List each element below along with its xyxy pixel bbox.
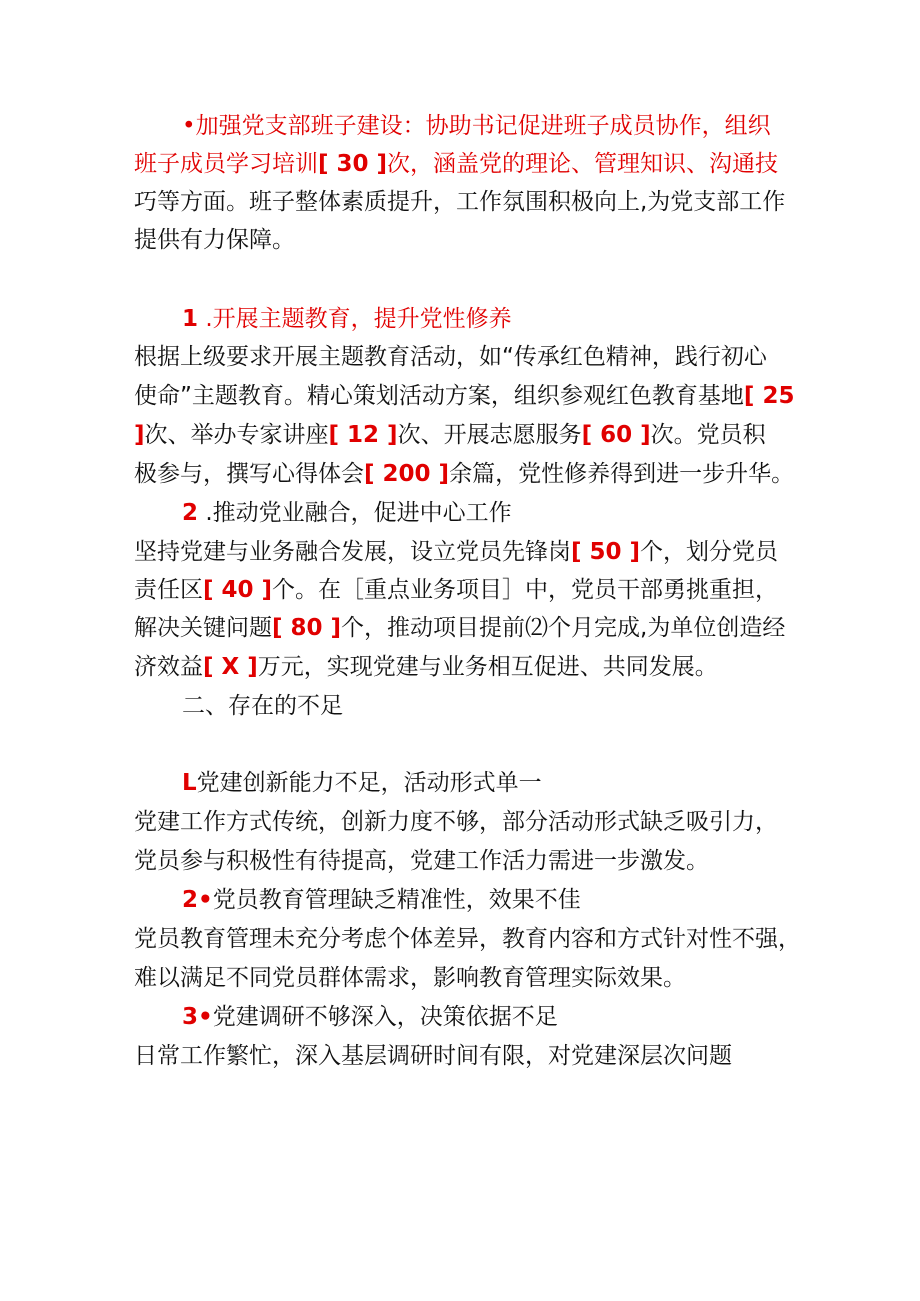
paragraph-line bbox=[182, 107, 862, 145]
paragraph-line bbox=[134, 221, 814, 259]
number-value: [ 50 ] bbox=[571, 539, 641, 565]
heading-number: 1 bbox=[182, 306, 199, 332]
line-text: 个，划分党员 bbox=[640, 539, 779, 565]
heading-text: 党建调研不够深入，决策依据不足 bbox=[212, 1004, 558, 1030]
line-text: 党员参与积极性有待提高，党建工作活力需进一步激发。 bbox=[134, 848, 709, 874]
line-text: 济效益 bbox=[134, 654, 203, 680]
line-text: 次，涵盖党的理论、管理知识、沟通技 bbox=[387, 151, 779, 177]
section-heading bbox=[182, 764, 862, 802]
line-text: 万元，实现党建与业务相互促进、共同发展。 bbox=[257, 654, 718, 680]
section-title-text: 二、存在的不足 bbox=[182, 693, 343, 719]
paragraph-line bbox=[134, 533, 814, 571]
heading-text: .推动党业融合，促进中心工作 bbox=[198, 500, 512, 526]
number-value: [ 40 ] bbox=[203, 577, 273, 603]
paragraph-line bbox=[134, 920, 814, 958]
paragraph-line bbox=[134, 183, 814, 221]
section-heading bbox=[182, 300, 862, 338]
line-text: 难以满足不同党员群体需求，影响教育管理实际效果。 bbox=[134, 965, 686, 991]
heading-number: 3• bbox=[182, 1004, 213, 1030]
heading-text: 党员教育管理缺乏精准性，效果不佳 bbox=[212, 887, 581, 913]
line-text: 班子成员学习培训 bbox=[134, 151, 318, 177]
line-text: 提供有力保障。 bbox=[134, 227, 295, 253]
line-text: 党员教育管理未充分考虑个体差异，教育内容和方式针对性不强， bbox=[134, 926, 801, 952]
paragraph-line bbox=[134, 377, 814, 415]
paragraph-line bbox=[134, 416, 814, 454]
heading-text: 党建创新能力不足，活动形式单一 bbox=[196, 770, 542, 796]
paragraph-line bbox=[134, 455, 814, 493]
line-text: 极参与，撰写心得体会 bbox=[134, 461, 364, 487]
number-value: [ 25 bbox=[743, 383, 795, 409]
number-value: [ 200 ] bbox=[364, 461, 450, 487]
line-text: 坚持党建与业务融合发展，设立党员先锋岗 bbox=[134, 539, 571, 565]
line-text: 日常工作繁忙，深入基层调研时间有限，对党建深层次问题 bbox=[134, 1043, 732, 1069]
paragraph-line bbox=[134, 803, 814, 841]
line-text: 个。在［重点业务项目］中，党员干部勇挑重担， bbox=[272, 577, 779, 603]
heading-number: 2• bbox=[182, 887, 213, 913]
heading-number: L bbox=[182, 770, 197, 796]
section-heading bbox=[182, 881, 862, 919]
line-text: 巧等方面。班子整体素质提升，工作氛围积极向上,为党支部工作 bbox=[134, 189, 786, 215]
line-text: •加强党支部班子建设：协助书记促进班子成员协作，组织 bbox=[182, 113, 771, 139]
line-text: 使命”主题教育。精心策划活动方案，组织参观红色教育基地 bbox=[134, 383, 744, 409]
heading-text: .开展主题教育，提升党性修养 bbox=[198, 306, 512, 332]
number-value: [ 60 ] bbox=[581, 422, 651, 448]
number-value: [ 12 ] bbox=[328, 422, 398, 448]
section-heading bbox=[182, 494, 862, 532]
section-title bbox=[182, 687, 862, 725]
line-text: 次、举办专家讲座 bbox=[144, 422, 329, 448]
line-text: 次、开展志愿服务 bbox=[397, 422, 582, 448]
line-text: 解决关键问题 bbox=[134, 615, 272, 641]
section-heading bbox=[182, 998, 862, 1036]
paragraph-line bbox=[134, 842, 814, 880]
paragraph-line bbox=[134, 648, 814, 686]
paragraph-line bbox=[134, 338, 814, 376]
number-value: [ 80 ] bbox=[272, 615, 342, 641]
heading-number: 2 bbox=[182, 500, 199, 526]
line-text: 党建工作方式传统，创新力度不够，部分活动形式缺乏吸引力， bbox=[134, 809, 778, 835]
number-value: [ 30 ] bbox=[318, 151, 388, 177]
line-text: 根据上级要求开展主题教育活动，如“传承红色精神，践行初心 bbox=[134, 344, 767, 370]
line-text: 余篇，党性修养得到进一步升华。 bbox=[449, 461, 795, 487]
paragraph-line bbox=[134, 959, 814, 997]
paragraph-line bbox=[134, 145, 814, 183]
paragraph-line bbox=[134, 609, 814, 647]
paragraph-line bbox=[134, 571, 814, 609]
number-value: ] bbox=[134, 422, 145, 448]
number-value: [ X ] bbox=[203, 654, 258, 680]
line-text: 责任区 bbox=[134, 577, 203, 603]
line-text: 次。党员积 bbox=[650, 422, 766, 448]
paragraph-line bbox=[134, 1037, 814, 1075]
line-text: 个，推动项目提前⑵个月完成,为单位创造经 bbox=[341, 615, 786, 641]
